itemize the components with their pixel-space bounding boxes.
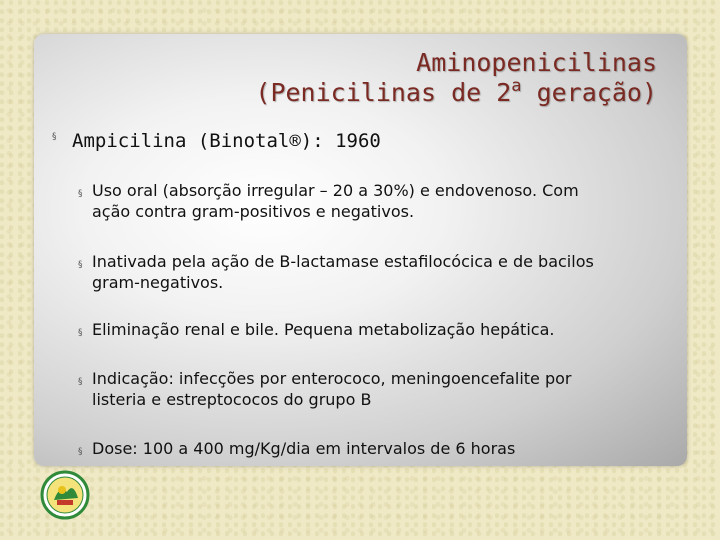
title-line-2-prefix: (Penicilinas de 2 — [255, 78, 512, 107]
main-bullet-text: Ampicilina (Binotal®): 1960 — [72, 130, 381, 152]
title-superscript: a — [511, 76, 522, 96]
sub-bullet-1-line-2: ação contra gram-positivos e negativos. — [92, 202, 415, 221]
slide-panel — [34, 34, 687, 466]
sub-bullet-icon: § — [78, 260, 83, 270]
sub-bullet-icon: § — [78, 377, 83, 387]
sub-bullet-icon: § — [78, 189, 83, 199]
sub-bullet-4 — [78, 368, 678, 410]
sub-bullet-icon: § — [78, 328, 83, 338]
title-line-1: Aminopenicilinas — [416, 48, 657, 77]
sub-bullet-1-line-1: Uso oral (absorção irregular – 20 a 30%) e endovenoso. Com — [92, 181, 579, 200]
sub-bullet-4-line-1: Indicação: infecções por enterococo, meningoencefalite por — [92, 369, 572, 388]
sub-bullet-2-line-2: gram-negativos. — [92, 273, 224, 292]
sub-bullet-3 — [78, 319, 678, 340]
slide-title — [255, 48, 657, 108]
title-line-2 — [255, 78, 657, 108]
main-bullet-icon: § — [52, 132, 57, 142]
sub-bullet-5 — [78, 438, 678, 459]
sub-bullet-5-line-1: Dose: 100 a 400 mg/Kg/dia em intervalos de 6 horas — [92, 439, 516, 458]
sub-bullet-2-line-1: Inativada pela ação de B-lactamase estafilocócica e de bacilos — [92, 252, 594, 271]
sub-bullet-1 — [78, 180, 678, 222]
sub-bullet-4-line-2: listeria e estreptococos do grupo B — [92, 390, 372, 409]
sub-bullet-3-line-1: Eliminação renal e bile. Pequena metabolização hepática. — [92, 320, 555, 339]
sub-bullet-2 — [78, 251, 678, 293]
sub-bullet-icon: § — [78, 447, 83, 457]
title-line-2-suffix: geração) — [521, 78, 657, 107]
institution-seal-icon — [40, 470, 90, 520]
